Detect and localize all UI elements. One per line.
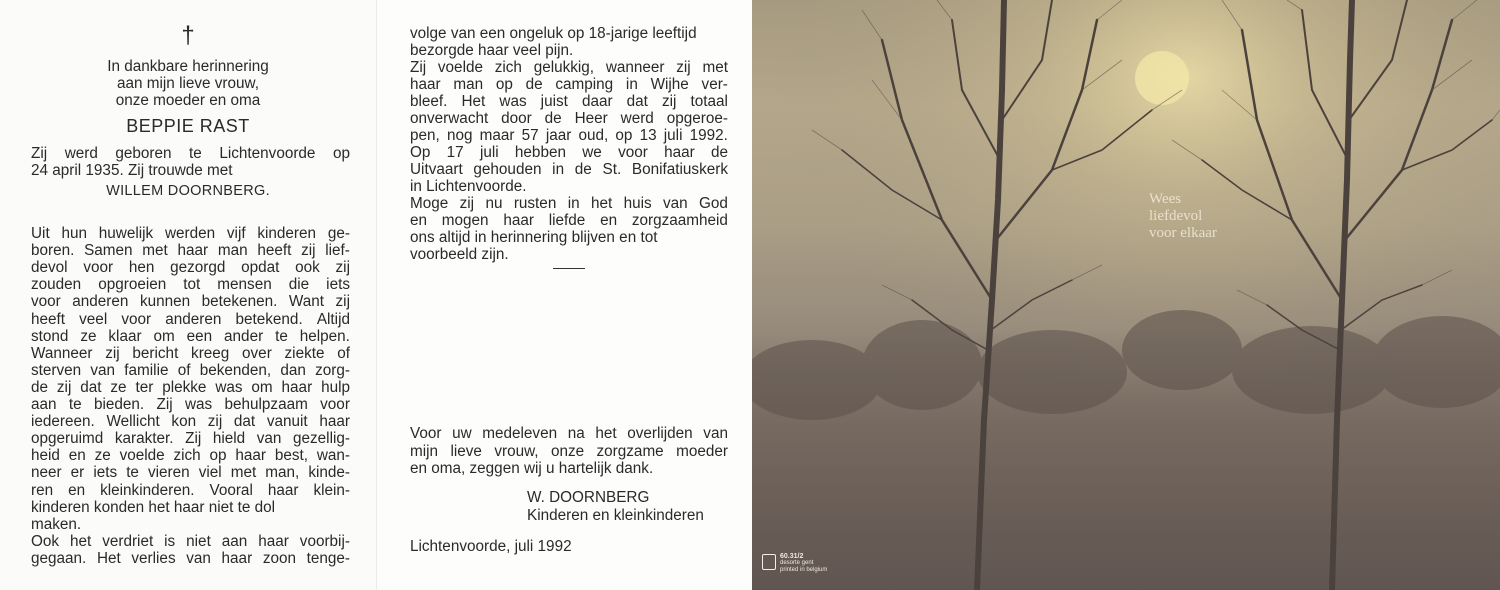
- word: voorbij-: [299, 532, 350, 550]
- bio-line: maken.: [31, 515, 82, 533]
- thanks-line: en oma, zeggen wij u hartelijk dank.: [410, 460, 654, 477]
- word: heeft: [257, 242, 292, 260]
- word: Zij: [410, 59, 427, 76]
- word: niet: [186, 532, 211, 550]
- word: na: [567, 425, 585, 442]
- word: man,: [265, 464, 300, 482]
- word: dat: [233, 413, 256, 431]
- word: overlijden: [627, 425, 693, 442]
- word: bekenden,: [199, 361, 272, 379]
- word: juli: [479, 144, 499, 161]
- word: zorg-: [315, 361, 350, 379]
- word: jaar: [545, 127, 572, 144]
- word: kinde-: [308, 464, 350, 482]
- word: ver-: [701, 76, 728, 93]
- word: liefde: [548, 212, 586, 229]
- continuation-line: [410, 93, 728, 111]
- word: of: [177, 361, 191, 379]
- word: de: [31, 378, 49, 396]
- word: in: [552, 161, 565, 178]
- word: Bonifatiuskerk: [631, 161, 728, 178]
- word: plekke: [162, 378, 207, 396]
- word: Op: [410, 144, 431, 161]
- word: ze: [110, 378, 127, 396]
- continuation-line: [410, 59, 728, 77]
- word: Zij: [156, 396, 173, 413]
- word: voor: [121, 310, 152, 328]
- word: juist: [540, 93, 568, 110]
- continuation-line: [410, 161, 728, 179]
- word: Wellicht: [106, 413, 160, 431]
- word: huis: [623, 195, 652, 212]
- word: Voor: [410, 425, 442, 442]
- cross-icon: †: [181, 22, 195, 49]
- word: ziekte: [284, 344, 325, 362]
- word: 17: [446, 144, 464, 161]
- word: huwelijk: [98, 225, 154, 242]
- bio-line: [31, 550, 350, 568]
- word: Het: [96, 549, 121, 567]
- word: van: [186, 549, 211, 567]
- word: ander: [224, 327, 264, 345]
- word: en: [68, 447, 86, 465]
- word: karakter.: [114, 430, 174, 448]
- word: voor: [320, 396, 350, 413]
- word: aan: [31, 396, 57, 413]
- word: geboren: [115, 145, 172, 162]
- word: en: [68, 481, 86, 499]
- word: kleinkinderen.: [100, 481, 195, 499]
- word: zorgzame: [596, 442, 664, 460]
- word: gegaan.: [31, 549, 87, 567]
- word: bieden.: [93, 396, 145, 413]
- word: hulp: [321, 378, 350, 396]
- word: man: [217, 242, 248, 260]
- continuation-line: volge van een ongeluk op 18-jarige leeftijd: [410, 25, 697, 42]
- word: mogen: [441, 212, 489, 229]
- word: kreeg: [191, 344, 230, 362]
- word: haar: [177, 242, 209, 260]
- bio-line: [31, 413, 350, 431]
- word: kinderen: [257, 225, 317, 242]
- place-date-line: Lichtenvoorde, juli 1992: [410, 538, 572, 555]
- word: anderen: [165, 310, 222, 328]
- word: opgeruimd: [31, 430, 104, 448]
- word: Zij: [31, 145, 48, 162]
- word: haar: [503, 212, 534, 229]
- word: Vooral: [209, 481, 253, 499]
- word: haar: [235, 447, 266, 465]
- word: iedereen.: [31, 413, 95, 431]
- word: heeft: [31, 310, 66, 328]
- word: van: [256, 430, 282, 448]
- publisher-logo-icon: [762, 554, 776, 570]
- word: het: [70, 532, 92, 550]
- word: we: [582, 144, 602, 161]
- word: lieve: [450, 442, 482, 460]
- word: op: [495, 76, 513, 93]
- word: familie: [124, 361, 169, 379]
- word: over: [242, 344, 272, 362]
- continuation-line: voorbeeld zijn.: [410, 246, 509, 263]
- word: ze: [94, 447, 111, 465]
- word: zij: [676, 59, 691, 76]
- word: 1992.: [689, 127, 728, 144]
- word: er: [70, 464, 85, 482]
- word: mensen: [217, 276, 272, 294]
- word: viel: [198, 464, 222, 482]
- bio-line: [31, 242, 350, 260]
- word: zij: [335, 293, 350, 311]
- bio-line: [31, 345, 350, 363]
- word: in: [625, 76, 638, 93]
- word: tot: [183, 276, 201, 294]
- continuation-line: [410, 144, 728, 162]
- divider: [553, 268, 585, 269]
- word: de: [525, 76, 543, 93]
- word: ter: [135, 378, 154, 396]
- husband-name: WILLEM DOORNBERG.: [106, 183, 270, 199]
- word: daar: [581, 93, 613, 110]
- word: man: [453, 76, 484, 93]
- word: van: [90, 361, 116, 379]
- word: camping: [555, 76, 614, 93]
- word: te: [68, 396, 82, 413]
- word: iets: [326, 276, 350, 294]
- thanks-line: [410, 443, 728, 461]
- word: haar: [664, 144, 695, 161]
- verse-line: voor elkaar: [1149, 225, 1217, 241]
- word: Het: [461, 93, 486, 110]
- word: devol: [31, 259, 68, 277]
- word: met: [142, 242, 168, 260]
- birth-line: 24 april 1935. Zij trouwde met: [31, 162, 233, 179]
- word: Lichtenvoorde: [219, 145, 316, 162]
- word: medeleven: [482, 425, 558, 442]
- word: zich: [494, 59, 522, 76]
- bio-line: [31, 379, 350, 397]
- bio-line: [31, 276, 350, 294]
- word: door: [501, 110, 532, 127]
- word: uw: [452, 425, 472, 442]
- word: aan: [221, 532, 248, 550]
- word: het: [595, 425, 617, 442]
- word: 57: [521, 127, 539, 144]
- word: werd: [64, 145, 98, 162]
- word: anderen: [72, 293, 129, 311]
- word: zij: [105, 344, 120, 362]
- bio-line: [31, 259, 350, 277]
- word: Wijhe: [650, 76, 689, 93]
- continuation-line: [410, 212, 728, 230]
- publisher-line: desorte gent: [780, 560, 814, 566]
- word: 13: [639, 127, 657, 144]
- signature-line: W. DOORNBERG: [527, 489, 650, 506]
- word: wanneer: [605, 59, 665, 76]
- word: onze: [550, 442, 585, 460]
- word: of: [337, 344, 350, 362]
- word: wan-: [316, 447, 350, 465]
- word: iets: [93, 464, 118, 482]
- word: dan: [280, 361, 306, 379]
- bio-line: [31, 430, 350, 448]
- word: te: [275, 327, 288, 345]
- word: stond: [31, 327, 69, 345]
- word: nog: [446, 127, 473, 144]
- word: zij: [662, 93, 677, 110]
- word: ook: [295, 259, 320, 277]
- continuation-line: in Lichtenvoorde.: [410, 178, 527, 195]
- word: op: [332, 145, 350, 162]
- word: verlies: [131, 549, 176, 567]
- tree-landscape-image: [752, 0, 1500, 590]
- word: die: [288, 276, 310, 294]
- card-middle-panel: [376, 0, 752, 590]
- word: voor: [31, 293, 61, 311]
- word: gezellig-: [293, 430, 350, 448]
- word: zij: [459, 195, 475, 212]
- word: bleef.: [410, 93, 448, 110]
- word: Wanneer: [31, 344, 93, 362]
- continuation-line: bezorgde haar veel pijn.: [410, 42, 574, 59]
- word: zouden: [31, 276, 82, 294]
- word: God: [699, 195, 728, 212]
- word: kon: [171, 413, 197, 431]
- word: Zij: [185, 430, 202, 448]
- word: haar: [267, 481, 299, 499]
- word: zorgzaamheid: [631, 212, 728, 229]
- word: zij: [207, 413, 223, 431]
- verse-line: Wees: [1149, 191, 1182, 207]
- word: dat: [80, 378, 102, 396]
- publisher-line: printed in belgium: [780, 567, 828, 573]
- word: heid: [31, 447, 60, 465]
- word: ge-: [327, 225, 350, 242]
- word: hebben: [514, 144, 566, 161]
- word: te: [189, 145, 202, 162]
- word: klaar: [108, 327, 142, 345]
- word: hun: [61, 225, 87, 242]
- word: hield: [212, 430, 246, 448]
- bio-line: [31, 396, 350, 414]
- bio-line: [31, 362, 350, 380]
- word: haar: [258, 532, 289, 550]
- word: klein-: [313, 481, 350, 499]
- birth-line: [31, 145, 350, 163]
- word: te: [126, 464, 139, 482]
- word: best,: [274, 447, 308, 465]
- word: Moge: [410, 195, 449, 212]
- word: bericht: [132, 344, 179, 362]
- dedication-line: In dankbare herinnering: [107, 58, 269, 75]
- word: en: [600, 212, 618, 229]
- word: lief-: [325, 242, 350, 260]
- continuation-line: ons altijd in herinnering blijven en tot: [410, 229, 658, 246]
- dedication-line: aan mijn lieve vrouw,: [117, 75, 259, 92]
- word: kunnen: [139, 293, 191, 311]
- word: helpen.: [299, 327, 350, 345]
- word: juli: [663, 127, 683, 144]
- word: pen,: [410, 127, 440, 144]
- word: van: [703, 425, 728, 442]
- word: voor: [83, 259, 114, 277]
- word: een: [186, 327, 213, 345]
- word: gezorgd: [170, 259, 226, 277]
- word: zich: [173, 447, 201, 465]
- word: voelde: [119, 447, 165, 465]
- word: tenge-: [306, 549, 350, 567]
- word: is: [164, 532, 176, 550]
- word: was: [215, 378, 243, 396]
- bio-line: kinderen konden het haar niet te dol: [31, 498, 276, 516]
- word: op: [209, 447, 227, 465]
- word: veel: [79, 310, 108, 328]
- word: vanuit: [266, 413, 308, 431]
- bio-line: [31, 482, 350, 500]
- word: de: [544, 110, 562, 127]
- word: gelukkig,: [533, 59, 595, 76]
- bio-line: [31, 311, 350, 329]
- word: haar: [221, 549, 253, 567]
- word: onverwacht: [410, 110, 489, 127]
- deceased-name: BEPPIE RAST: [126, 116, 250, 136]
- word: vrouw,: [494, 442, 539, 460]
- word: de: [574, 161, 592, 178]
- word: vieren: [148, 464, 190, 482]
- dedication-line: onze moeder en oma: [115, 92, 261, 109]
- word: vijf: [226, 225, 246, 242]
- word: St.: [602, 161, 622, 178]
- card-left-panel: [0, 0, 376, 590]
- continuation-line: [410, 76, 728, 94]
- bio-line: [31, 328, 350, 346]
- word: haar: [410, 76, 441, 93]
- word: om: [153, 327, 175, 345]
- word: de: [710, 144, 728, 161]
- word: met: [702, 59, 728, 76]
- word: ren: [31, 481, 54, 499]
- word: mijn: [410, 442, 439, 460]
- word: voelde: [437, 59, 483, 76]
- word: ze: [80, 327, 97, 345]
- word: rusten: [513, 195, 557, 212]
- word: betekend.: [235, 310, 303, 328]
- word: neer: [31, 464, 62, 482]
- word: opgeroe-: [666, 110, 728, 127]
- bio-line: [31, 225, 350, 243]
- word: zij: [301, 242, 316, 260]
- word: totaal: [690, 93, 728, 110]
- word: zij: [335, 259, 350, 277]
- word: was: [499, 93, 527, 110]
- word: moeder: [676, 442, 728, 460]
- word: Altijd: [316, 310, 350, 328]
- word: verdriet: [102, 532, 154, 550]
- word: boren.: [31, 242, 75, 260]
- word: dat: [626, 93, 648, 110]
- word: Ook: [31, 532, 60, 550]
- word: gehouden: [473, 161, 542, 178]
- continuation-line: [410, 195, 728, 213]
- word: en: [410, 212, 428, 229]
- word: oud,: [578, 127, 609, 144]
- bio-line: [31, 533, 350, 551]
- word: Uit: [31, 225, 50, 242]
- thanks-line: [410, 425, 728, 443]
- word: Uitvaart: [410, 161, 463, 178]
- cover-photo: [752, 0, 1500, 590]
- word: werd: [620, 110, 654, 127]
- word: voor: [618, 144, 648, 161]
- word: haar: [281, 378, 313, 396]
- word: Samen: [84, 242, 133, 260]
- word: van: [663, 195, 688, 212]
- word: Want: [288, 293, 324, 311]
- word: maar: [479, 127, 515, 144]
- bio-line: [31, 464, 350, 482]
- word: nu: [485, 195, 503, 212]
- continuation-line: [410, 110, 728, 128]
- continuation-line: [410, 127, 728, 145]
- word: in: [567, 195, 580, 212]
- word: opgroeien: [98, 276, 167, 294]
- word: sterven: [31, 361, 82, 379]
- word: Heer: [574, 110, 608, 127]
- word: om: [251, 378, 273, 396]
- word: met: [230, 464, 257, 482]
- publisher-line: 60.31/2: [780, 553, 804, 560]
- word: haar: [319, 413, 350, 431]
- word: zij: [56, 378, 72, 396]
- signature-line: Kinderen en kleinkinderen: [527, 507, 704, 524]
- word: hen: [128, 259, 155, 277]
- word: behulpzaam: [224, 396, 308, 413]
- word: op: [615, 127, 633, 144]
- bio-line: [31, 293, 350, 311]
- bio-line: [31, 447, 350, 465]
- word: was: [184, 396, 213, 413]
- word: zoon: [262, 549, 296, 567]
- word: opdat: [241, 259, 280, 277]
- word: het: [590, 195, 613, 212]
- word: werden: [164, 225, 216, 242]
- word: betekenen.: [201, 293, 278, 311]
- verse-line: liefdevol: [1149, 208, 1203, 224]
